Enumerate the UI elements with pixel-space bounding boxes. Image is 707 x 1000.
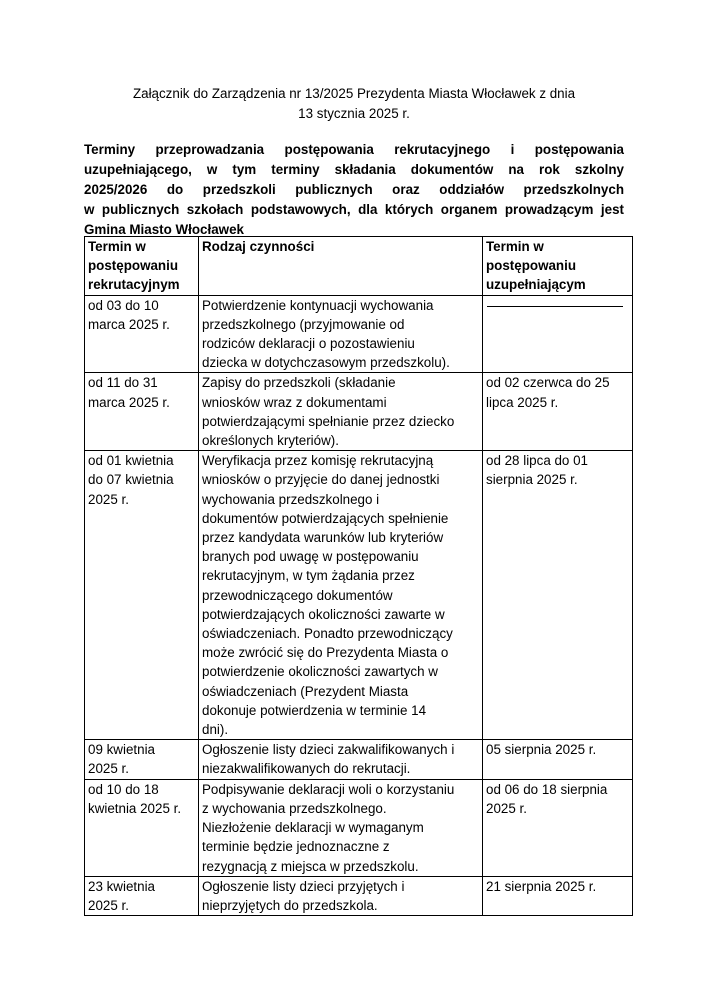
cell-line: rodziców deklaracji o pozostawieniu: [202, 336, 415, 352]
cell-line: sierpnia 2025 r.: [486, 472, 578, 488]
cell-supplementary-term: [483, 451, 633, 740]
cell-recruitment-term: [85, 876, 199, 915]
cell-supplementary-term: [483, 876, 633, 915]
cell-recruitment-term: [85, 740, 199, 779]
cell-line: 21 sierpnia 2025 r.: [486, 878, 597, 894]
cell-line: od 11 do 31: [88, 375, 158, 391]
cell-line: dokumentów potwierdzających spełnienie: [202, 510, 449, 526]
cell-line: rekrutacyjnym, w tym żądania przez: [202, 568, 415, 584]
cell-line: Ogłoszenie listy dzieci przyjętych i: [202, 878, 405, 894]
cell-recruitment-term: [85, 779, 199, 876]
cell-line: potwierdzających okoliczności zawarte w: [202, 606, 445, 622]
table-row: [85, 373, 633, 451]
cell-supplementary-term: [483, 373, 633, 451]
title-line: w publicznych szkołach podstawowych, dla których organem prowadzącym jest: [84, 202, 624, 217]
cell-line: Weryfikacja przez komisję rekrutacyjną: [202, 453, 434, 469]
cell-line: 2025 r.: [88, 897, 129, 913]
cell-line: Potwierdzenie kontynuacji wychowania: [202, 297, 434, 313]
cell-line: potwierdzającymi spełnianie przez dziecko: [202, 413, 455, 429]
cell-line: niezakwalifikowanych do rekrutacji.: [202, 761, 411, 777]
cell-line: przedszkolnego (przyjmowanie od: [202, 316, 405, 332]
cell-line: kwietnia 2025 r.: [88, 800, 182, 816]
cell-recruitment-term: [85, 295, 199, 373]
header-activity-type: Rodzaj czynności: [199, 237, 483, 296]
cell-line: od 06 do 18 sierpnia: [486, 781, 608, 797]
title-line: uzupełniającego, w tym terminy składania dokumentów na rok szkolny: [84, 162, 624, 177]
cell-line: Podpisywanie deklaracji woli o korzystaniu: [202, 781, 455, 797]
cell-activity: [199, 740, 483, 779]
cell-supplementary-term: [483, 779, 633, 876]
cell-line: przez kandydata warunków lub kryteriów: [202, 530, 444, 546]
cell-line: lipca 2025 r.: [486, 394, 559, 410]
attachment-header-line2: 13 stycznia 2025 r.: [298, 106, 410, 121]
cell-line: nieprzyjętych do przedszkola.: [202, 897, 378, 913]
document-title: [84, 140, 624, 240]
table-row: [85, 295, 633, 373]
cell-line: oświadczeniach. Ponadto przewodniczący: [202, 626, 453, 642]
cell-line: marca 2025 r.: [88, 316, 170, 332]
cell-line: oświadczeniach (Prezydent Miasta: [202, 683, 409, 699]
table-header-row: [85, 237, 633, 296]
cell-supplementary-term: [483, 740, 633, 779]
cell-line: 2025 r.: [486, 800, 527, 816]
cell-line: dni).: [202, 722, 229, 738]
title-line: Terminy przeprowadzania postępowania rekrutacyjnego i postępowania: [84, 142, 624, 157]
cell-activity: [199, 373, 483, 451]
table-row: [85, 740, 633, 779]
cell-line: określonych kryteriów).: [202, 433, 339, 449]
cell-line: 09 kwietnia: [88, 742, 155, 758]
cell-line: od 02 czerwca do 25: [486, 375, 610, 391]
cell-line: może zwrócić się do Prezydenta Miasta o: [202, 645, 449, 661]
cell-line: Ogłoszenie listy dzieci zakwalifikowanych i: [202, 742, 455, 758]
table-row: [85, 451, 633, 740]
cell-recruitment-term: [85, 451, 199, 740]
cell-line: 2025 r.: [88, 761, 129, 777]
cell-line: od 01 kwietnia: [88, 453, 174, 469]
cell-line: rezygnacją z miejsca w przedszkolu.: [202, 858, 419, 874]
cell-line: przewodniczącego dokumentów: [202, 587, 393, 603]
cell-line: do 07 kwietnia: [88, 472, 174, 488]
header-supplementary-term: Termin w postępowaniu uzupełniającym: [483, 237, 633, 296]
cell-line: 05 sierpnia 2025 r.: [486, 742, 597, 758]
cell-line: wniosków wraz z dokumentami: [202, 394, 387, 410]
table-row: [85, 876, 633, 915]
empty-dash-line: [487, 306, 623, 307]
cell-line: od 28 lipca do 01: [486, 453, 588, 469]
cell-line: dokonuje potwierdzenia w terminie 14: [202, 702, 427, 718]
attachment-header-line1: Załącznik do Zarządzenia nr 13/2025 Prezydenta Miasta Włocławek z dnia: [132, 86, 576, 101]
table-row: [85, 779, 633, 876]
cell-line: Niezłożenie deklaracji w wymaganym: [202, 820, 424, 836]
schedule-table: [84, 236, 633, 916]
cell-activity: [199, 451, 483, 740]
cell-line: marca 2025 r.: [88, 394, 170, 410]
cell-line: 2025 r.: [88, 491, 129, 507]
cell-line: wychowania przedszkolnego i: [202, 491, 380, 507]
header-recruitment-term: Termin w postępowaniu rekrutacyjnym: [85, 237, 199, 296]
title-line: Gmina Miasto Włocławek: [84, 222, 244, 237]
attachment-header: [84, 84, 624, 124]
cell-line: od 10 do 18: [88, 781, 159, 797]
cell-supplementary-term: [483, 295, 633, 373]
cell-recruitment-term: [85, 373, 199, 451]
cell-activity: [199, 876, 483, 915]
cell-line: Zapisy do przedszkoli (składanie: [202, 375, 396, 391]
title-line: 2025/2026 do przedszkoli publicznych oraz oddziałów przedszkolnych: [84, 182, 624, 197]
cell-line: potwierdzenie okoliczności zawartych w: [202, 664, 438, 680]
cell-line: branych pod uwagę w postępowaniu: [202, 549, 419, 565]
cell-line: dziecka w dotychczasowym przedszkolu).: [202, 355, 450, 371]
cell-line: terminie będzie jednoznaczne z: [202, 839, 390, 855]
cell-line: 23 kwietnia: [88, 878, 155, 894]
cell-line: wniosków o przyjęcie do danej jednostki: [202, 472, 440, 488]
cell-activity: [199, 295, 483, 373]
cell-line: z wychowania przedszkolnego.: [202, 800, 387, 816]
cell-activity: [199, 779, 483, 876]
cell-line: od 03 do 10: [88, 297, 159, 313]
